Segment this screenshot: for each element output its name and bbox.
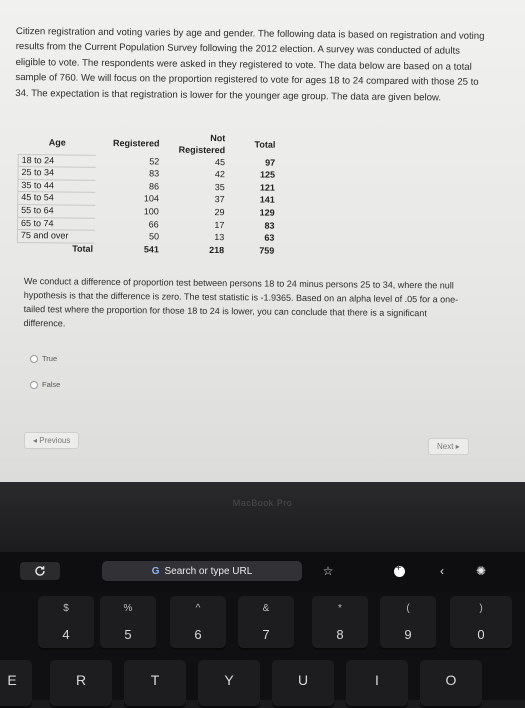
previous-button[interactable]: ◂ Previous	[24, 432, 79, 449]
plus-circle-icon[interactable]	[384, 562, 414, 580]
intro-paragraph: Citizen registration and voting varies by age and gender. The following data is based on registration and voting results from the Current Population Survey following the 2012 election. A survey was conducted of adults eligible to vote. The respondents were asked in they registered to vote. The data below are based on a total sample of 760. We will focus on the proportion registered to vote for ages 18 to 24 compared with those 25 to 34. The expectation is that registration is lower for the younger age group. The data are given below.	[15, 25, 485, 104]
cell-total: 121	[259, 182, 275, 193]
cell-total: 125	[259, 169, 276, 180]
key-5[interactable]: % 5	[100, 596, 156, 650]
option-false[interactable]	[30, 380, 60, 389]
cell-total-label: Total	[72, 243, 94, 254]
key-7[interactable]: & 7	[238, 596, 294, 650]
table-total-row	[17, 242, 276, 257]
cell-age: 35 to 44	[18, 179, 96, 192]
star-icon[interactable]: ☆	[322, 564, 334, 578]
header-total: Total	[254, 139, 276, 150]
google-icon: G	[151, 565, 160, 577]
option-true[interactable]	[30, 354, 57, 363]
key-8[interactable]: * 8	[312, 596, 368, 650]
cell-not-registered: 35	[214, 181, 225, 193]
cell-total: 97	[265, 157, 276, 168]
cell-not-registered: 218	[209, 244, 225, 255]
cell-registered: 50	[148, 231, 160, 242]
cell-total: 141	[259, 195, 275, 206]
table-header-row	[18, 131, 277, 157]
registration-table	[17, 131, 278, 257]
cell-registered: 52	[149, 156, 160, 167]
cell-total: 63	[264, 232, 275, 243]
cell-not-registered: 17	[214, 219, 225, 230]
cell-age: 45 to 54	[18, 192, 96, 205]
cell-age: 18 to 24	[18, 154, 96, 167]
key-0[interactable]: ) 0	[450, 596, 512, 650]
key-6[interactable]: ^ 6	[170, 596, 226, 650]
cell-total: 129	[259, 207, 275, 218]
option-true-label: True	[42, 354, 58, 363]
cell-age: 55 to 64	[18, 205, 96, 218]
key-t[interactable]: T	[124, 660, 186, 708]
cell-registered: 66	[148, 219, 159, 230]
cell-registered: 86	[148, 181, 160, 192]
cell-not-registered: 45	[215, 156, 226, 167]
cell-registered: 541	[143, 243, 159, 255]
key-i[interactable]: I	[346, 660, 408, 708]
key-o[interactable]: O	[420, 660, 482, 708]
header-registered: Registered	[112, 137, 160, 149]
cell-not-registered: 37	[214, 194, 225, 205]
key-4[interactable]: $ 4	[38, 596, 94, 650]
chevron-left-icon[interactable]: ‹	[440, 564, 444, 578]
cell-not-registered: 13	[214, 232, 225, 243]
next-button[interactable]: Next ▸	[428, 438, 469, 455]
brand-label: MacBook Pro	[232, 498, 293, 508]
cell-total: 759	[259, 245, 275, 256]
cell-registered: 104	[143, 193, 159, 204]
search-url-field[interactable]	[102, 561, 302, 581]
cell-age: 25 to 34	[18, 167, 96, 180]
cell-not-registered: 42	[214, 169, 226, 180]
key-r[interactable]: R	[50, 660, 112, 708]
cell-registered: 83	[149, 168, 160, 179]
header-age: Age	[48, 136, 66, 148]
key-y[interactable]: Y	[198, 660, 260, 708]
search-url-label: Search or type URL	[164, 565, 253, 577]
brightness-icon[interactable]: ✺	[475, 564, 487, 578]
cell-age: 65 to 74	[17, 217, 95, 230]
cell-age: 75 and over	[17, 230, 95, 243]
option-false-label: False	[42, 380, 61, 389]
laptop-bezel	[0, 482, 525, 552]
cell-registered: 100	[143, 206, 159, 217]
cell-total: 83	[264, 220, 275, 231]
key-9[interactable]: ( 9	[380, 596, 436, 650]
key-u[interactable]: U	[272, 660, 334, 708]
radio-true[interactable]	[30, 355, 38, 363]
question-text: We conduct a difference of proportion test between persons 18 to 24 minus persons 25 to 34, where the null hypothesis is that the difference is zero. The test statistic is -1.9365. Based on an alpha level of .05 for a one-tailed test where the proportion for those 18 to 24 is lower, you can conclude that there is a significant difference.	[23, 275, 459, 329]
radio-false[interactable]	[30, 381, 38, 389]
reload-icon[interactable]	[20, 562, 60, 580]
key-e[interactable]: E	[0, 660, 32, 708]
header-not-registered: Not Registered	[178, 133, 226, 155]
cell-not-registered: 29	[214, 207, 225, 218]
